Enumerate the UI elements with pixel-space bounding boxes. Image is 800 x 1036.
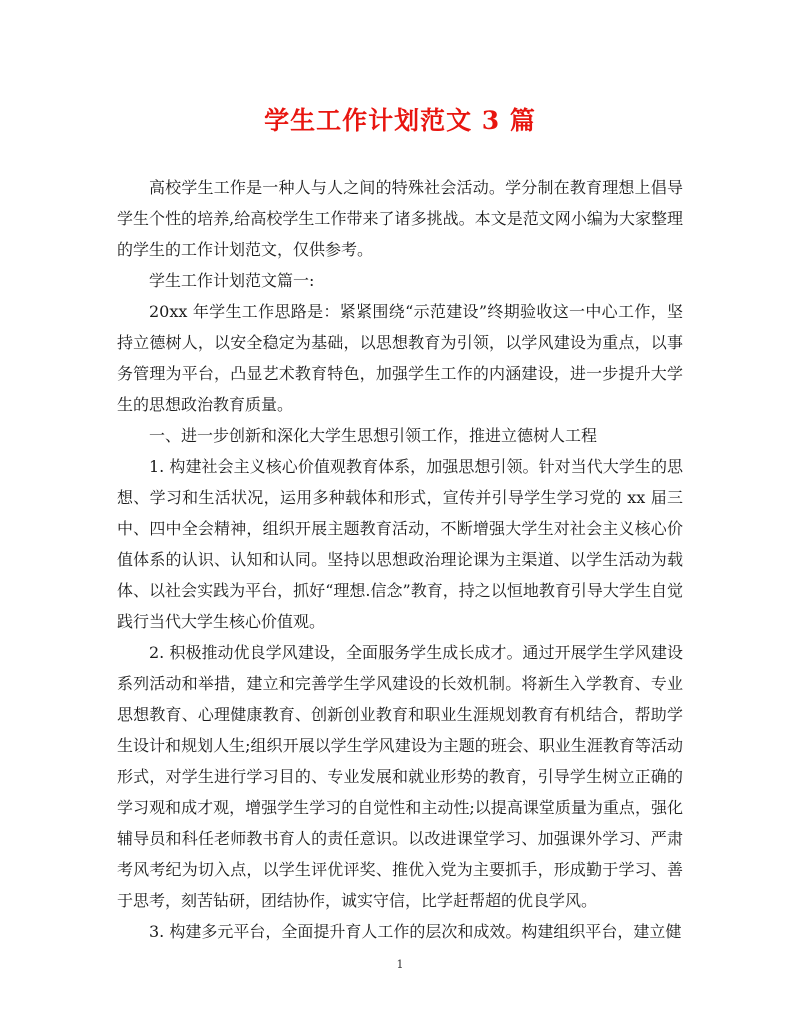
- paragraph-section-heading: 学生工作计划范文篇一:: [149, 271, 315, 290]
- document-body: [117, 172, 683, 947]
- page-number: 1: [396, 958, 404, 971]
- paragraph-item-3: 3. 构建多元平台，全面提升育人工作的层次和成效。构建组织平台，建立健: [149, 922, 682, 941]
- paragraph-intro: 高校学生工作是一种人与人之间的特殊社会活动。学分制在教育理想上倡导学生个性的培养,给高校学生工作带来了诸多挑战。本文是范文网小编为大家整理的学生的工作计划范文，仅供参考。: [117, 178, 683, 259]
- paragraph-work-approach: 20xx 年学生工作思路是：紧紧围绕“示范建设”终期验收这一中心工作，坚持立德树人，以安全稳定为基础，以思想教育为引领，以学风建设为重点，以事务管理为平台，凸显艺术教育特色，加强学生工作的内涵建设，进一步提升大学生的思想政治教育质量。: [117, 302, 683, 414]
- paragraph-heading-one: 一、进一步创新和深化大学生思想引领工作，推进立德树人工程: [149, 426, 598, 445]
- paragraph-item-1: 1. 构建社会主义核心价值观教育体系，加强思想引领。针对当代大学生的思想、学习和生活状况，运用多种载体和形式，宣传并引导学生学习党的 xx 届三中、四中全会精神，组织开展主题教育活动，不断增强大学生对社会主义核心价值体系的认识、认知和认同。坚持以思想政治理论课为主渠道、以学生活动为载体、以社会实践为平台，抓好“理想.信念”教育，持之以恒地教育引导大学生自觉践行当代大学生核心价值观。: [117, 457, 683, 631]
- paragraph-item-2: 2. 积极推动优良学风建设，全面服务学生成长成才。通过开展学生学风建设系列活动和举措，建立和完善学生学风建设的长效机制。将新生入学教育、专业思想教育、心理健康教育、创新创业教育和职业生涯规划教育有机结合，帮助学生设计和规划人生;组织开展以学生学风建设为主题的班会、职业生涯教育等活动形式，对学生进行学习目的、专业发展和就业形势的教育，引导学生树立正确的学习观和成才观，增强学生学习的自觉性和主动性;以提高课堂质量为重点，强化辅导员和科任老师教书育人的责任意识。以改进课堂学习、加强课外学习、严肃考风考纪为切入点，以学生评优评奖、推优入党为主要抓手，形成勤于学习、善于思考，刻苦钻研，团结协作，诚实守信，比学赶帮超的优良学风。: [117, 643, 683, 910]
- document-title: 学生工作计划范文 3 篇: [264, 106, 536, 135]
